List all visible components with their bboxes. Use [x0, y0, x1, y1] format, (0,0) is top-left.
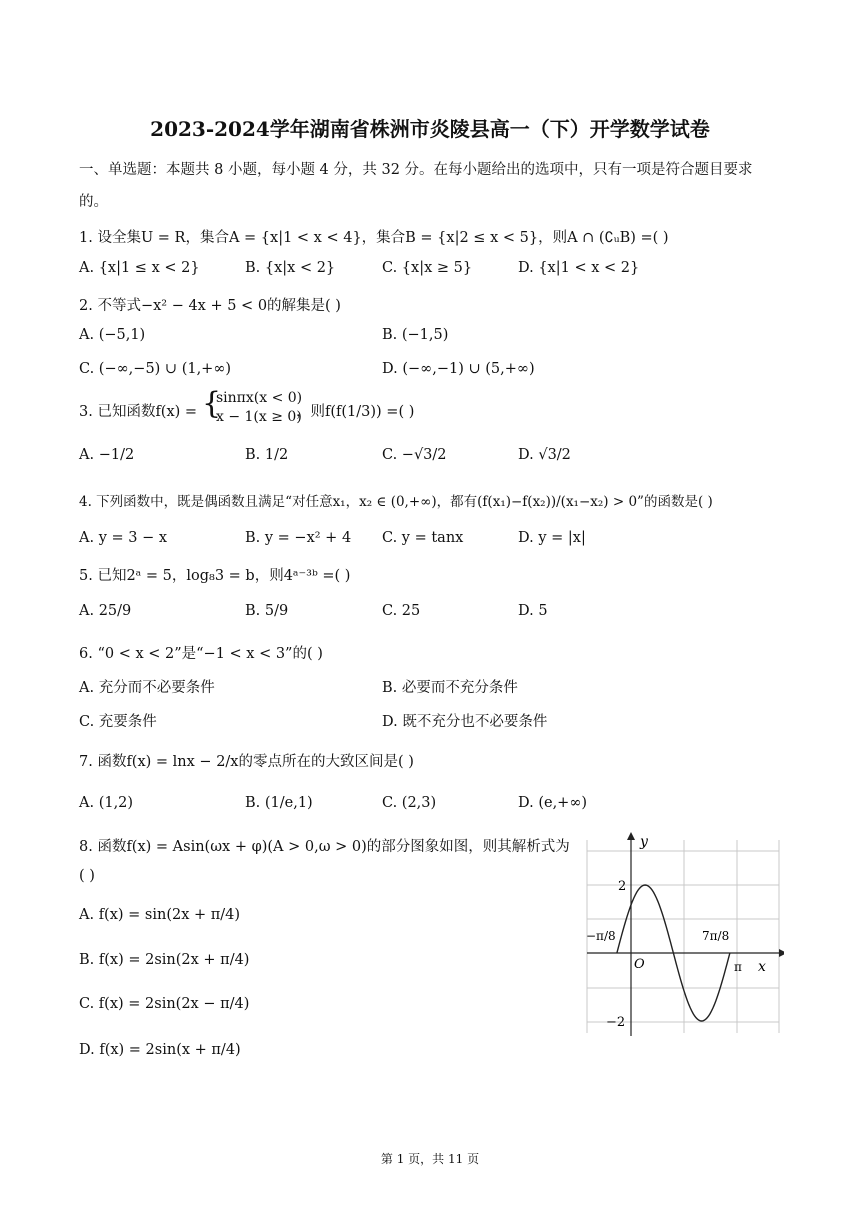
q1-option-a: A. {x|1 ≤ x < 2}	[79, 260, 200, 276]
question-1-stem: 1. 设全集U = R，集合A = {x|1 < x < 4}，集合B = {x|2 ≤ x < 5}，则A ∩ (∁ᵤB) =( )	[79, 230, 669, 246]
x-tick-neg-pi-over-8: −π/8	[586, 929, 616, 943]
q1-option-d: D. {x|1 < x < 2}	[518, 260, 640, 276]
q5-option-b: B. 5/9	[245, 603, 289, 619]
q7-option-b: B. (1/e,1)	[245, 795, 313, 811]
question-2-stem: 2. 不等式−x² − 4x + 5 < 0的解集是( )	[79, 298, 341, 314]
y-axis-arrow	[627, 832, 635, 840]
q8-option-a: A. f(x) = sin(2x + π/4)	[79, 907, 241, 923]
q2-option-a: A. (−5,1)	[79, 327, 146, 343]
question-4-stem: 4. 下列函数中，既是偶函数且满足“对任意x₁，x₂ ∈ (0,+∞)，都有(f(x₁)−f(x₂))/(x₁−x₂) > 0”的函数是( )	[79, 494, 713, 510]
q4-option-a: A. y = 3 − x	[79, 530, 168, 546]
q6-option-b: B. 必要而不充分条件	[382, 680, 518, 696]
q8-option-b: B. f(x) = 2sin(2x + π/4)	[79, 952, 250, 968]
q4-option-c: C. y = tanx	[382, 530, 464, 546]
q3-option-a: A. −1/2	[79, 447, 135, 463]
sine-graph	[584, 828, 784, 1043]
page-footer: 第 1 页，共 11 页	[380, 1152, 480, 1166]
question-5-stem: 5. 已知2ᵃ = 5，log₈3 = b，则4ᵃ⁻³ᵇ =( )	[79, 568, 351, 584]
section-heading-cont: 的。	[79, 194, 108, 210]
q5-option-c: C. 25	[382, 603, 421, 619]
q5-option-a: A. 25/9	[79, 603, 132, 619]
y-tick-2: 2	[618, 879, 627, 894]
x-axis-label: x	[758, 959, 766, 975]
question-8-stem-cont: ( )	[79, 868, 95, 884]
q5-option-d: D. 5	[518, 603, 548, 619]
q3-option-d: D. √3/2	[518, 447, 571, 463]
q8-option-d: D. f(x) = 2sin(x + π/4)	[79, 1042, 241, 1058]
piecewise-brace: {	[202, 386, 222, 421]
graph-grid	[587, 840, 779, 1033]
q6-option-a: A. 充分而不必要条件	[79, 680, 215, 696]
q2-option-c: C. (−∞,−5) ∪ (1,+∞)	[79, 361, 232, 377]
q1-option-c: C. {x|x ≥ 5}	[382, 260, 473, 276]
q3-option-b: B. 1/2	[245, 447, 289, 463]
y-tick-neg2: −2	[606, 1015, 626, 1030]
q7-option-a: A. (1,2)	[79, 795, 134, 811]
x-axis-arrow	[779, 949, 784, 957]
x-tick-7pi-over-8: 7π/8	[702, 929, 730, 943]
q2-option-b: B. (−1,5)	[382, 327, 449, 343]
page-title: 2023-2024学年湖南省株洲市炎陵县高一（下）开学数学试卷	[150, 117, 710, 141]
origin-label: O	[634, 957, 645, 972]
question-8-stem: 8. 函数f(x) = Asin(ωx + φ)(A > 0,ω > 0)的部分图象如图，则其解析式为	[79, 839, 570, 855]
question-7-stem: 7. 函数f(x) = lnx − 2/x的零点所在的大致区间是( )	[79, 754, 414, 770]
q6-option-d: D. 既不充分也不必要条件	[382, 714, 548, 730]
q7-option-c: C. (2,3)	[382, 795, 437, 811]
question-3-stem-prefix: 3. 已知函数f(x) =	[79, 404, 198, 420]
q3-case-1: sinπx(x < 0)	[216, 390, 303, 406]
q4-option-d: D. y = |x|	[518, 530, 586, 546]
question-6-stem: 6. “0 < x < 2”是“−1 < x < 3”的( )	[79, 646, 323, 662]
section-heading: 一、单选题：本题共 8 小题，每小题 4 分，共 32 分。在每小题给出的选项中，只有一项是符合题目要求	[79, 162, 753, 178]
q6-option-c: C. 充要条件	[79, 714, 157, 730]
q3-case-2: x − 1(x ≥ 0)	[216, 409, 302, 425]
y-axis-label: y	[640, 834, 648, 850]
q8-option-c: C. f(x) = 2sin(2x − π/4)	[79, 996, 250, 1012]
q2-option-d: D. (−∞,−1) ∪ (5,+∞)	[382, 361, 535, 377]
q4-option-b: B. y = −x² + 4	[245, 530, 352, 546]
q3-option-c: C. −√3/2	[382, 447, 447, 463]
q3-stem-suffix: ，则f(f(1/3)) =( )	[296, 404, 415, 420]
q7-option-d: D. (e,+∞)	[518, 795, 588, 811]
x-tick-pi: π	[734, 960, 742, 974]
q1-option-b: B. {x|x < 2}	[245, 260, 336, 276]
